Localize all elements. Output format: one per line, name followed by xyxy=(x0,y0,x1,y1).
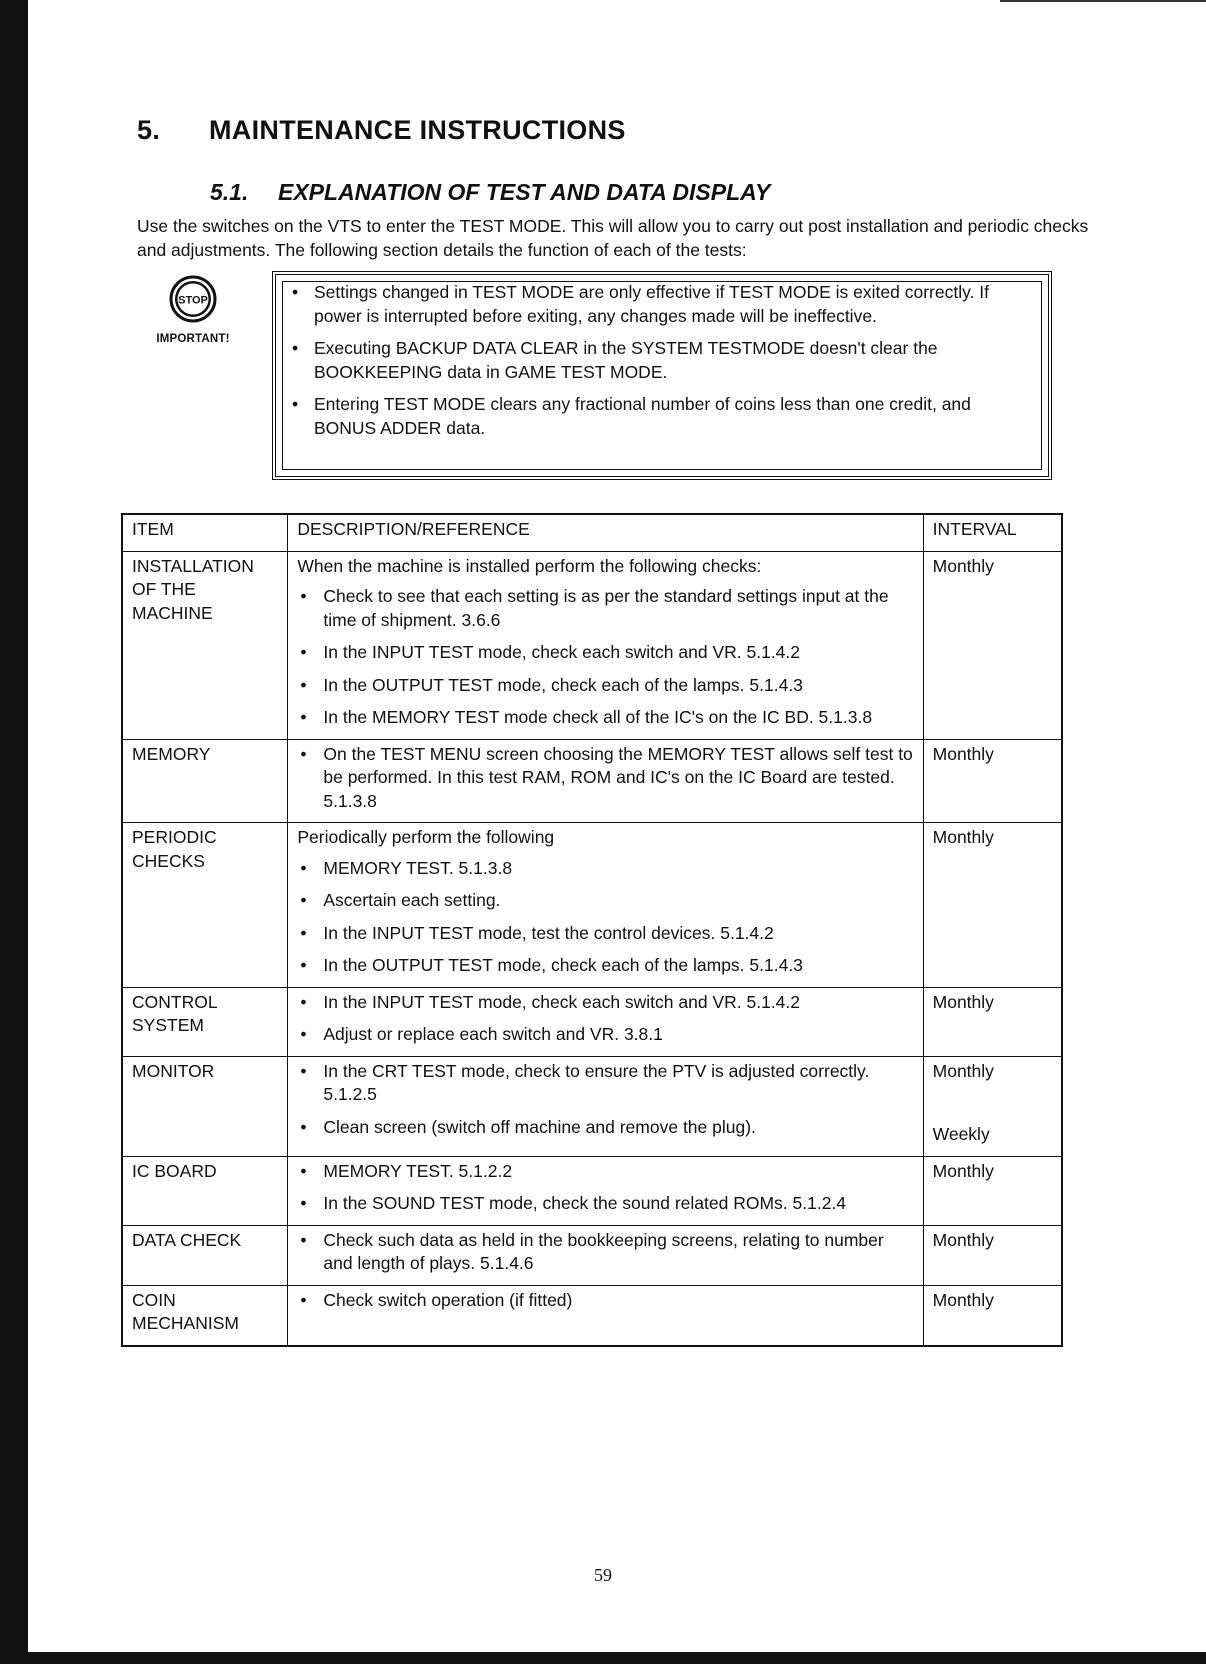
list-item: • Check to see that each setting is as per the standard settings input at the time of shipment. 3.6.6 xyxy=(297,585,913,632)
notice-item: • Settings changed in TEST MODE are only effective if TEST MODE is exited correctly. If power is interrupted before exiting, any changes made will be ineffective. xyxy=(290,281,1032,328)
list-item: • Check such data as held in the bookkeeping screens, relating to number and length of plays. 5.1.4.6 xyxy=(297,1229,913,1276)
table-row xyxy=(122,551,1062,739)
row-lead: Periodically perform the following xyxy=(297,827,555,847)
list-item: • Check switch operation (if fitted) xyxy=(297,1289,913,1313)
subsection-heading xyxy=(210,179,770,206)
list-item: • In the INPUT TEST mode, check each switch and VR. 5.1.4.2 xyxy=(297,641,913,665)
list-item: • In the INPUT TEST mode, test the control devices. 5.1.4.2 xyxy=(297,922,913,946)
row-interval: Monthly xyxy=(923,1156,1062,1225)
table-row xyxy=(122,1156,1062,1225)
list-item: • MEMORY TEST. 5.1.2.2 xyxy=(297,1160,913,1184)
scan-edge-top xyxy=(1000,0,1206,2)
list-item: • In the SOUND TEST mode, check the sound related ROMs. 5.1.2.4 xyxy=(297,1192,913,1216)
notice-item: • Executing BACKUP DATA CLEAR in the SYSTEM TESTMODE doesn't clear the BOOKKEEPING data in GAME TEST MODE. xyxy=(290,337,1032,384)
interval-spacer xyxy=(933,1083,1052,1123)
row-bullets xyxy=(297,743,913,814)
list-item: • Ascertain each setting. xyxy=(297,889,913,913)
row-interval: Monthly xyxy=(923,987,1062,1056)
row-item: MEMORY xyxy=(122,739,288,823)
subsection-title: EXPLANATION OF TEST AND DATA DISPLAY xyxy=(278,179,771,205)
row-bullets xyxy=(297,1289,913,1313)
page-number: 59 xyxy=(594,1565,612,1585)
header-description: DESCRIPTION/REFERENCE xyxy=(288,514,923,551)
list-item: • In the OUTPUT TEST mode, check each of the lamps. 5.1.4.3 xyxy=(297,954,913,978)
important-marker xyxy=(133,274,253,345)
row-lead: When the machine is installed perform the following checks: xyxy=(297,555,762,576)
row-interval: Monthly xyxy=(923,551,1062,739)
stop-sign-icon xyxy=(168,274,218,324)
row-bullets xyxy=(297,1229,913,1276)
table-row xyxy=(122,823,1062,988)
subsection-number: 5.1. xyxy=(210,179,249,205)
row-description xyxy=(288,987,923,1056)
row-item: COIN MECHANISM xyxy=(122,1285,288,1346)
row-item: DATA CHECK xyxy=(122,1225,288,1285)
row-interval: Monthly xyxy=(923,823,1062,988)
maintenance-table xyxy=(121,513,1063,1347)
list-item: • In the OUTPUT TEST mode, check each of the lamps. 5.1.4.3 xyxy=(297,674,913,698)
table-row xyxy=(122,1225,1062,1285)
row-item: INSTALLATION OF THE MACHINE xyxy=(122,551,288,739)
row-interval: Monthly xyxy=(923,1285,1062,1346)
list-item: • In the MEMORY TEST mode check all of the IC's on the IC BD. 5.1.3.8 xyxy=(297,706,913,730)
list-item: • Adjust or replace each switch and VR. 3.8.1 xyxy=(297,1023,913,1047)
important-label: IMPORTANT! xyxy=(156,333,230,345)
row-description xyxy=(288,1156,923,1225)
row-interval: Monthly xyxy=(923,1225,1062,1285)
table-row xyxy=(122,987,1062,1056)
row-bullets xyxy=(297,585,913,730)
table-row xyxy=(122,1285,1062,1346)
interval-primary: Monthly xyxy=(932,1060,994,1081)
table-row xyxy=(122,739,1062,823)
row-description xyxy=(288,1285,923,1346)
section-title: MAINTENANCE INSTRUCTIONS xyxy=(209,115,626,145)
row-item: MONITOR xyxy=(122,1056,288,1156)
row-item: CONTROL SYSTEM xyxy=(122,987,288,1056)
row-item: IC BOARD xyxy=(122,1156,288,1225)
row-description xyxy=(288,1225,923,1285)
table-row xyxy=(122,1056,1062,1156)
section-number: 5. xyxy=(137,115,161,145)
important-notice-box xyxy=(272,271,1052,480)
section-heading xyxy=(137,115,626,146)
list-item: • On the TEST MENU screen choosing the MEMORY TEST allows self test to be performed. In this test RAM, ROM and IC's on the IC Board are tested. 5.1.3.8 xyxy=(297,743,913,814)
notice-list xyxy=(276,275,1048,440)
row-description xyxy=(288,1056,923,1156)
row-item: PERIODIC CHECKS xyxy=(122,823,288,988)
row-description xyxy=(288,739,923,823)
table-header-row xyxy=(122,514,1062,551)
row-interval xyxy=(923,1056,1062,1156)
interval-secondary: Weekly xyxy=(932,1124,990,1144)
row-bullets xyxy=(297,991,913,1047)
row-bullets xyxy=(297,857,913,978)
list-item: • In the CRT TEST mode, check to ensure the PTV is adjusted correctly. 5.1.2.5 xyxy=(297,1060,913,1107)
list-item: • MEMORY TEST. 5.1.3.8 xyxy=(297,857,913,881)
scan-edge-left xyxy=(0,0,28,1664)
list-item: • In the INPUT TEST mode, check each switch and VR. 5.1.4.2 xyxy=(297,991,913,1015)
intro-paragraph: Use the switches on the VTS to enter the TEST MODE. This will allow you to carry out post installation and periodic checks and adjustments. The following section details the function of each of the tests: xyxy=(137,216,1089,260)
row-bullets xyxy=(297,1160,913,1216)
row-bullets xyxy=(297,1060,913,1140)
stop-icon-text: STOP xyxy=(178,294,208,307)
row-description xyxy=(288,551,923,739)
header-item: ITEM xyxy=(122,514,288,551)
row-interval: Monthly xyxy=(923,739,1062,823)
header-interval: INTERVAL xyxy=(923,514,1062,551)
row-description xyxy=(288,823,923,988)
notice-item: • Entering TEST MODE clears any fractional number of coins less than one credit, and BONUS ADDER data. xyxy=(290,393,1032,440)
list-item: • Clean screen (switch off machine and remove the plug). xyxy=(297,1116,913,1140)
scan-edge-bottom xyxy=(0,1652,1206,1664)
